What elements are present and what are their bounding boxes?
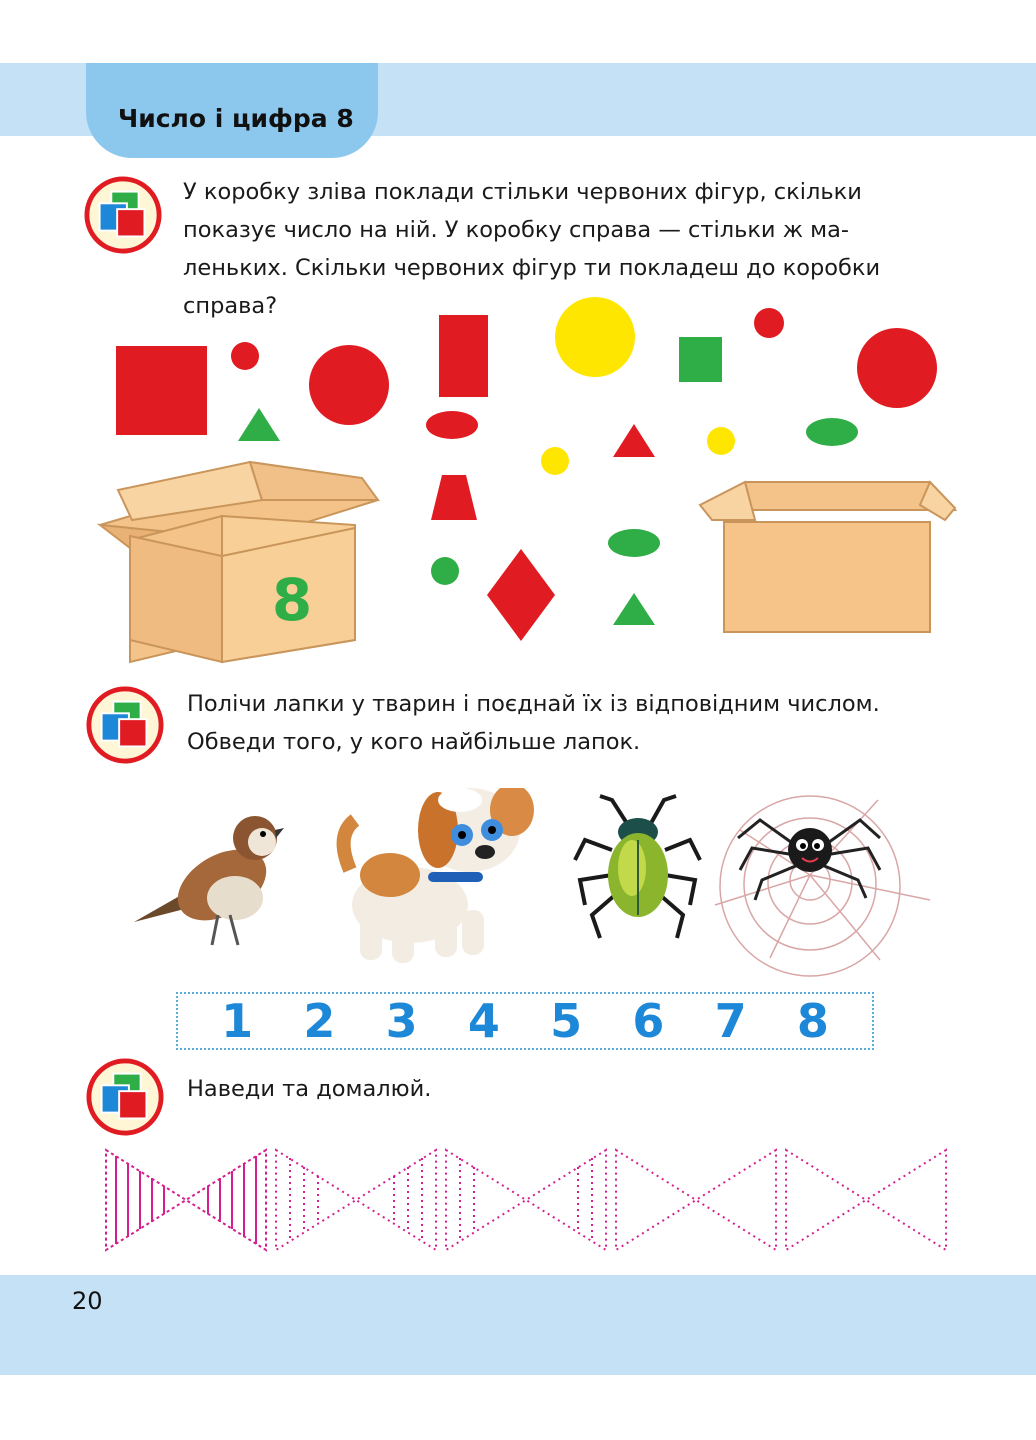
red-trapezoid	[431, 475, 477, 520]
green-triangle	[613, 593, 655, 625]
bowtie-outline	[786, 1150, 946, 1250]
red-triangle	[613, 424, 655, 457]
red-square-large	[116, 346, 207, 435]
number-8[interactable]: 8	[796, 994, 829, 1048]
shapes-scene	[0, 290, 1036, 680]
numbers-strip	[176, 992, 874, 1050]
task2-text	[187, 685, 880, 761]
page-number: 20	[72, 1287, 103, 1315]
task1-line: леньких. Скільки червоних фігур ти покладеш до коробки	[183, 255, 881, 281]
left-box-number: 8	[271, 566, 313, 634]
number-3[interactable]: 3	[385, 994, 418, 1048]
footer-band	[0, 1275, 1036, 1375]
green-square	[679, 337, 722, 382]
red-rectangle-tall	[439, 315, 488, 397]
sparrow-icon	[134, 816, 284, 945]
yellow-circle-small	[541, 447, 569, 475]
red-rhombus	[487, 549, 555, 641]
beetle-icon	[575, 796, 700, 938]
tracing-pattern	[100, 1145, 950, 1255]
bowtie-outline	[616, 1150, 776, 1250]
task1-line: У коробку зліва поклади стільки червоних фігур, скільки	[183, 179, 862, 205]
number-1[interactable]: 1	[221, 994, 254, 1048]
puppy-icon	[344, 788, 534, 963]
red-circle-large	[309, 345, 389, 425]
task3-line: Наведи та домалюй.	[187, 1076, 432, 1102]
green-oval	[806, 418, 858, 446]
red-circle-small	[754, 308, 784, 338]
task-squares-icon	[84, 176, 162, 254]
spider-icon	[715, 796, 930, 976]
bowtie-traced	[106, 1150, 266, 1250]
task1-line: справа?	[183, 293, 278, 319]
green-circle-small	[431, 557, 459, 585]
task3-text	[187, 1070, 431, 1108]
number-4[interactable]: 4	[467, 994, 500, 1048]
task2-line: Полічи лапки у тварин і поєднай їх із відповідним числом.	[187, 691, 880, 717]
left-box	[100, 462, 378, 662]
task-squares-icon	[86, 686, 164, 764]
green-oval	[608, 529, 660, 557]
number-6[interactable]: 6	[632, 994, 665, 1048]
number-5[interactable]: 5	[550, 994, 583, 1048]
bowtie-dotted	[276, 1150, 436, 1250]
number-2[interactable]: 2	[303, 994, 336, 1048]
task1-line: показує число на ній. У коробку справа — стільки ж ма-	[183, 217, 850, 243]
yellow-circle-small	[707, 427, 735, 455]
animals-row	[130, 788, 960, 978]
green-triangle	[238, 408, 280, 441]
red-circle-small	[231, 342, 259, 370]
red-oval	[426, 411, 478, 439]
task-squares-icon	[86, 1058, 164, 1136]
yellow-circle-large	[555, 297, 635, 377]
bowtie-dotted	[446, 1150, 606, 1250]
task2-line: Обведи того, у кого найбільше лапок.	[187, 729, 641, 755]
red-circle-large	[857, 328, 937, 408]
number-7[interactable]: 7	[714, 994, 747, 1048]
right-box	[700, 482, 955, 632]
page-title: Число і цифра 8	[118, 104, 354, 133]
